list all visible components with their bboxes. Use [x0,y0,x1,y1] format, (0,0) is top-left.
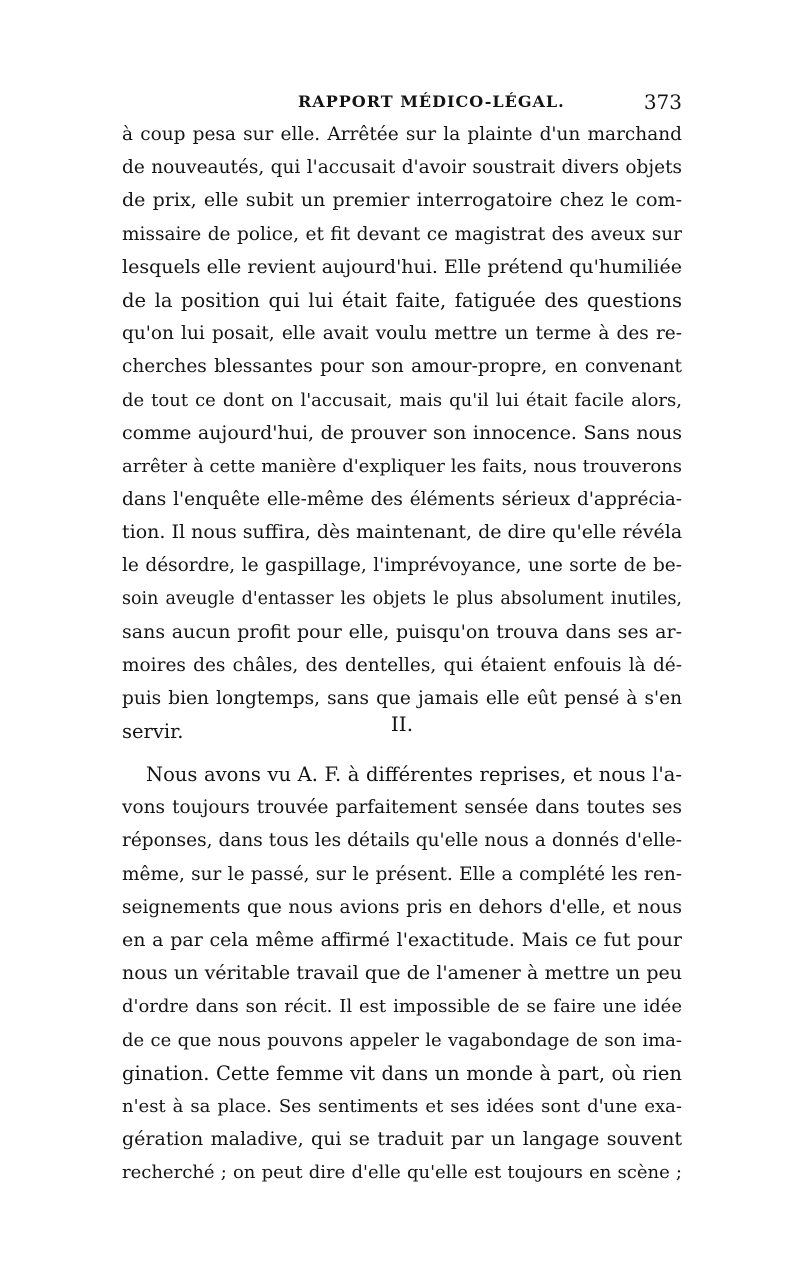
paragraph-1 [122,118,682,749]
text-line: soin aveugle d'entasser les objets le plus absolument inutiles, [122,588,682,609]
text-line: à coup pesa sur elle. Arrêtée sur la plainte d'un marchand [122,124,682,145]
running-title: RAPPORT MÉDICO-LÉGAL. [298,92,565,111]
text-line: de prix, elle subit un premier interrogatoire chez le com- [122,189,682,212]
text-line: qu'on lui posait, elle avait voulu mettre un terme à des re- [122,323,682,345]
text-line: de la position qui lui était faite, fatiguée des questions [122,288,682,312]
text-line: puis bien longtemps, sans que jamais elle eût pensé à s'en [122,688,682,710]
text-line: missaire de police, et fit devant ce magistrat des aveux sur [122,223,682,245]
text-line: Nous avons vu A. F. à différentes reprises, et nous l'a- [146,763,682,786]
text-line: n'est à sa place. Ses sentiments et ses idées sont d'une exa- [122,1095,682,1117]
text-line: vons toujours trouvée parfaitement sensée dans toutes ses [122,797,682,819]
running-head [122,92,682,118]
text-line: seignements que nous avions pris en dehors d'elle, et nous [122,896,682,918]
section-heading: II. [390,712,414,736]
text-line: tion. Il nous suffira, dès maintenant, de dire qu'elle révéla [122,521,683,544]
text-line: de nouveautés, qui l'accusait d'avoir soustrait divers objets [122,157,682,179]
text-line: même, sur le passé, sur le présent. Elle a complété les ren- [122,863,682,885]
text-line: le désordre, le gaspillage, l'imprévoyance, une sorte de be- [122,555,682,577]
text-line: réponses, dans tous les détails qu'elle nous a donnés d'elle- [122,830,682,852]
text-line: recherché ; on peut dire d'elle qu'elle est toujours en scène ; [122,1162,682,1184]
text-line: de tout ce dont on l'accusait, mais qu'il lui était facile alors, [122,389,682,411]
text-line: gération maladive, qui se traduit par un langage souvent [122,1128,682,1151]
text-line: moires des châles, des dentelles, qui étaient enfouis là dé- [122,655,682,676]
text-line: arrêter à cette manière d'expliquer les faits, nous trouverons [122,455,682,477]
page-number: 373 [643,90,682,114]
text-line: comme aujourd'hui, de prouver son innocence. Sans nous [122,421,682,444]
text-line: d'ordre dans son récit. Il est impossible de se faire une idée [122,996,682,1018]
text-line: nous un véritable travail que de l'amener à mettre un peu [122,962,682,985]
text-line: lesquels elle revient aujourd'hui. Elle prétend qu'humiliée [122,255,682,278]
text-line: dans l'enquête elle-même des éléments sérieux d'apprécia- [122,489,682,511]
text-line: servir. [122,720,184,744]
text-line: gination. Cette femme vit dans un monde à part, où rien [122,1061,682,1085]
paragraph-2 [122,758,682,1189]
text-line: en a par cela même affirmé l'exactitude. Mais ce fut pour [122,928,682,951]
text-line: de ce que nous pouvons appeler le vagabondage de son ima- [122,1029,682,1051]
text-line: cherches blessantes pour son amour-propre, en convenant [122,356,682,378]
text-line: sans aucun profit pour elle, puisqu'on trouva dans ses ar- [122,620,682,643]
